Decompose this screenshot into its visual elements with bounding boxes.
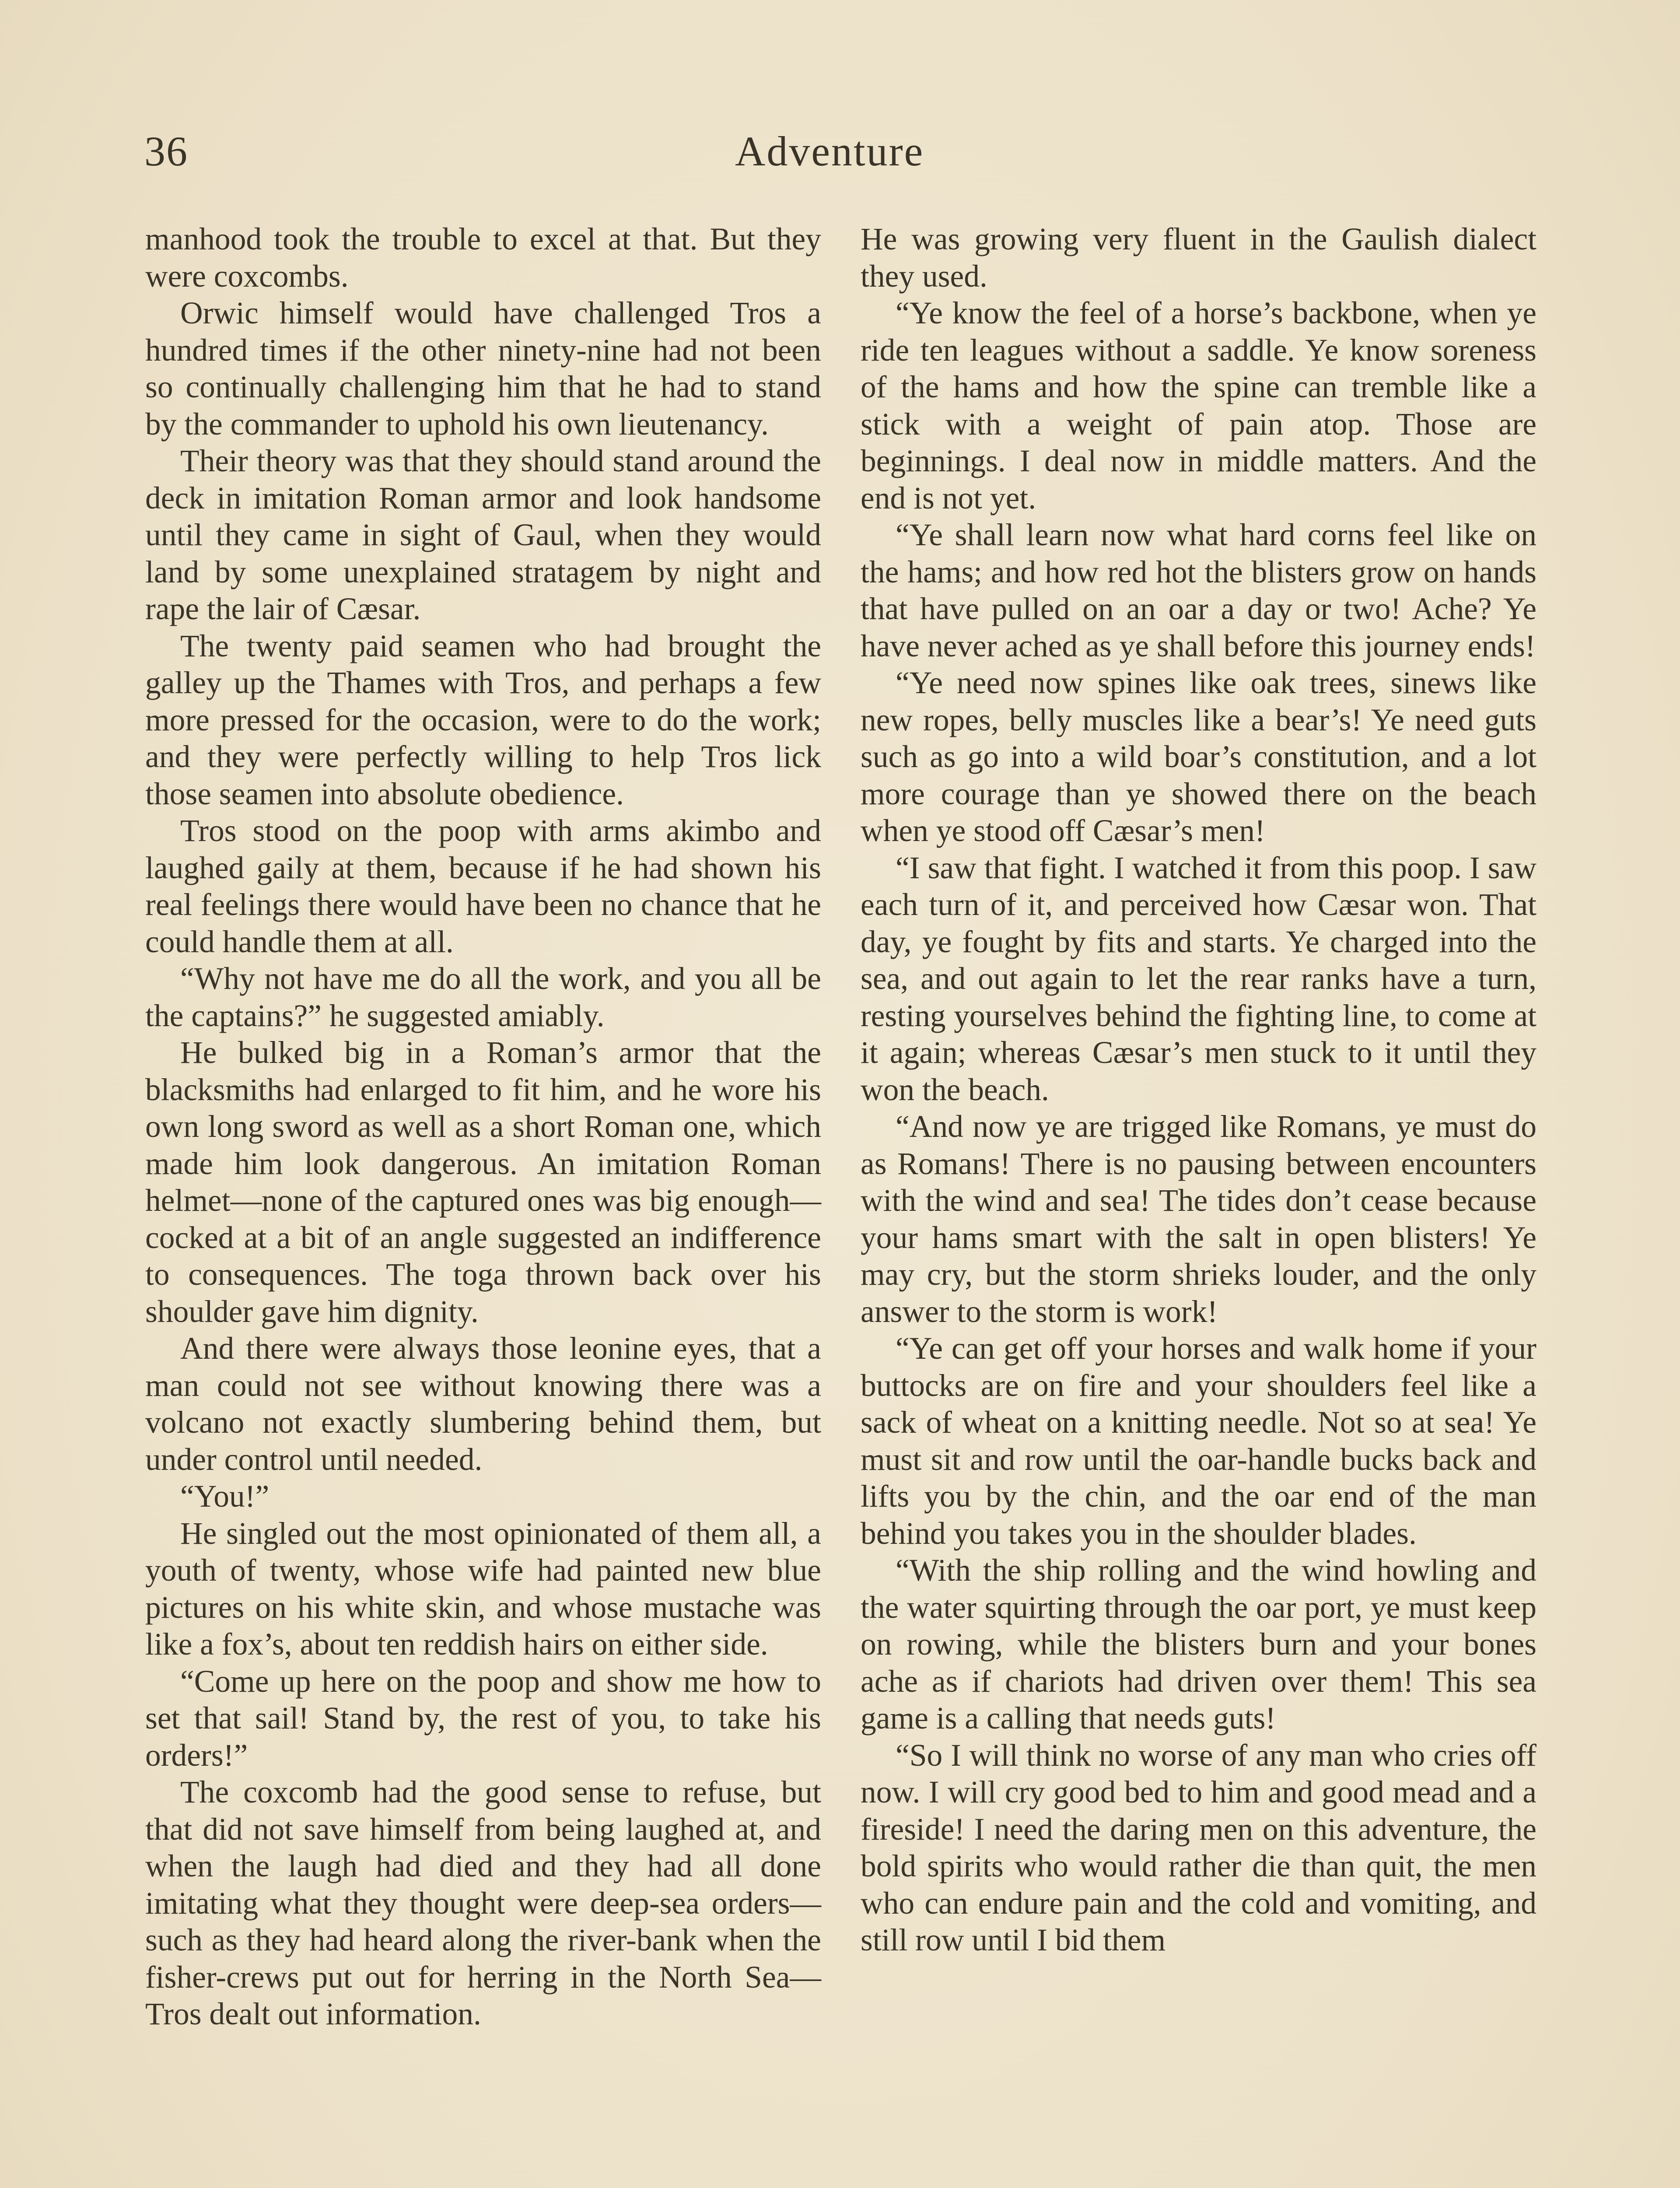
paragraph: “I saw that fight. I watched it from this poop. I saw each turn of it, and perceived how Cæsar won. That day, ye fought by fits and starts. Ye charged into the sea, and out again to let the rear ranks have a turn, resting yourselves behind the fighting line, to come at it again; whereas Cæsar’s men stuck to it until they won the beach. — [861, 850, 1536, 1107]
paragraph: The coxcomb had the good sense to refuse, but that did not save himself from being laughed at, and when the laugh had died and they had all done imitating what they thought were deep-sea orders—such as they had heard along the river-bank when the fisher-crews put out for herring in the North Sea—Tros dealt out information. — [145, 1775, 821, 2031]
paragraph: “Ye know the feel of a horse’s backbone, when ye ride ten leagues without a saddle. Ye know soreness of the hams and how the spine can tremble like a stick with a weight of pain atop. Those are beginnings. I deal now in middle matters. And the end is not yet. — [861, 296, 1536, 515]
paragraph: The twenty paid seamen who had brought the galley up the Thames with Tros, and perhaps a few more pressed for the occasion, were to do the work; and they were perfectly willing to help Tros lick those seamen into absolute obedience. — [145, 628, 821, 811]
paragraph: “Why not have me do all the work, and you all be the captains?” he suggested amiably. — [145, 961, 821, 1033]
paragraph: And there were always those leonine eyes, that a man could not see without knowing there was a volcano not exactly slumbering behind them, but under control until needed. — [145, 1331, 821, 1477]
paragraph: “So I will think no worse of any man who cries off now. I will cry good bed to him and good mead and a fireside! I need the daring men on this adventure, the bold spirits who would rather die than quit, the men who can endure pain and the cold and vomiting, and still row until I bid them — [861, 1738, 1536, 1957]
page-header — [144, 127, 1544, 193]
paragraph: Tros stood on the poop with arms akimbo and laughed gaily at them, because if he had shown his real feelings there would have been no chance that he could handle them at all. — [145, 813, 821, 959]
paragraph: Orwic himself would have challenged Tros a hundred times if the other ninety-nine had not been so continually challenging him that he had to stand by the commander to uphold his own lieutenancy. — [145, 296, 821, 442]
paragraph: “With the ship rolling and the wind howling and the water squirting through the oar port, ye must keep on rowing, while the blisters burn and your bones ache as if chariots had driven over them! This sea game is a calling that needs guts! — [861, 1553, 1536, 1736]
paragraph: manhood took the trouble to excel at that. But they were coxcombs. — [145, 222, 821, 294]
paragraph: Their theory was that they should stand around the deck in imitation Roman armor and look handsome until they came in sight of Gaul, when they would land by some unexplained stratagem by night and rape the lair of Cæsar. — [145, 444, 821, 626]
left-column — [145, 221, 821, 2033]
paragraph: “Ye need now spines like oak trees, sinews like new ropes, belly muscles like a bear’s! Ye need guts such as go into a wild boar’s constitution, and a lot more courage than ye showed there on the beach when ye stood off Cæsar’s men! — [861, 666, 1536, 848]
paragraph: “Come up here on the poop and show me how to set that sail! Stand by, the rest of you, to take his orders!” — [145, 1664, 821, 1773]
paragraph: He singled out the most opinionated of them all, a youth of twenty, whose wife had painted new blue pictures on his white skin, and whose mustache was like a fox’s, about ten reddish hairs on either side. — [145, 1516, 821, 1662]
paragraph: “Ye shall learn now what hard corns feel like on the hams; and how red hot the blisters grow on hands that have pulled on an oar a day or two! Ache? Ye have never ached as ye shall before this journey ends! — [861, 518, 1536, 663]
paragraph: He was growing very fluent in the Gaulish dialect they used. — [861, 222, 1536, 294]
right-column — [861, 221, 1536, 1959]
paragraph: “You!” — [180, 1479, 270, 1514]
paragraph: He bulked big in a Roman’s armor that the blacksmiths had enlarged to fit him, and he wore his own long sword as well as a short Roman one, which made him look dangerous. An imitation Roman helmet—none of the captured ones was big enough—cocked at a bit of an angle suggested an indifference to consequences. The toga thrown back over his shoulder gave him dignity. — [145, 1035, 821, 1329]
page-number: 36 — [144, 128, 188, 175]
paragraph: “Ye can get off your horses and walk home if your buttocks are on fire and your shoulders feel like a sack of wheat on a knitting needle. Not so at sea! Ye must sit and row until the oar-handle bucks back and lifts you by the chin, and the oar end of the man behind you takes you in the shoulder blades. — [861, 1331, 1536, 1551]
paragraph: “And now ye are trigged like Romans, ye must do as Romans! There is no pausing between encounters with the wind and sea! The tides don’t cease because your hams smart with the salt in open blisters! Ye may cry, but the storm shrieks louder, and the only answer to the storm is work! — [861, 1109, 1536, 1329]
running-head: Adventure — [735, 128, 924, 175]
